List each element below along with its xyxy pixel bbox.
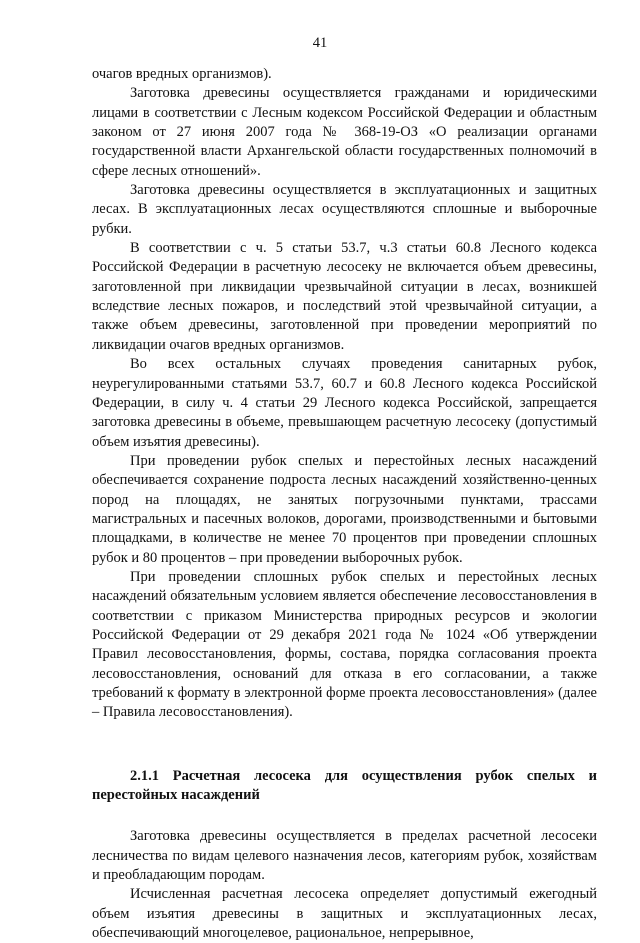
paragraph-reforestation: При проведении сплошных рубок спелых и перестойных лесных насаждений обязательным условием является обеспечение лесовосстановления в соответствии с приказом Министерства природных ресурсов и экологии Российской Федерации от 29 декабря 2021 года № 1024 «Об утверждении Правил лесовосстановления, формы, состава, порядка согласования проекта лесовосстановления, оснований для отказа в его согласовании, а также требований к формату в электронной форме проекта лесовосстановления» (далее – Правила лесовосстановления).	[92, 568, 597, 721]
paragraph-forest-types: Заготовка древесины осуществляется в эксплуатационных и защитных лесах. В эксплуатационных лесах осуществляются сплошные и выборочные рубки.	[92, 182, 597, 237]
continued-text-line: очагов вредных организмов).	[92, 66, 272, 82]
section-heading: 2.1.1 Расчетная лесосека для осуществления рубок спелых и перестойных насаждений	[92, 767, 597, 804]
paragraph-sanitary-cuttings: Во всех остальных случаях проведения санитарных рубок, неурегулированными статьями 53.7, 60.7 и 60.8 Лесного кодекса Российской Федерации, в силу ч. 4 статьи 29 Лесного кодекса Российской, запрещается заготовка древесины в объеме, превышающем расчетную лесосеку (допустимый объем изъятия древесины).	[92, 356, 597, 450]
page-number: 41	[312, 35, 328, 51]
paragraph-allowable-cut-limits: Заготовка древесины осуществляется в пределах расчетной лесосеки лесничества по видам целевого назначения лесов, категориям рубок, хозяйствам и преобладающим породам.	[92, 828, 597, 884]
paragraph-harvesting-legal-basis: Заготовка древесины осуществляется гражданами и юридическими лицами в соответствии с Лесным кодексом Российской Федерации и областным законом от 27 июня 2007 года № 368-19-ОЗ «О реализации органами государственной власти Архангельской области государственных полномочий в сфере лесных отношений».	[92, 85, 597, 179]
paragraph-undergrowth-preservation: При проведении рубок спелых и перестойных лесных насаждений обеспечивается сохранение подроста лесных насаждений хозяйственно-ценных пород на площадях, не занятых погрузочными пунктами, трассами магистральных и пасечных волоков, дорогами, производственными и бытовыми площадками, в количестве не менее 70 процентов при проведении сплошных рубок и 80 процентов – при проведении выборочных рубок.	[92, 452, 597, 566]
paragraph-emergency-volume: В соответствии с ч. 5 статьи 53.7, ч.3 статьи 60.8 Лесного кодекса Российской Федерации в расчетную лесосеку не включается объем древесины, заготовленной при ликвидации чрезвычайной ситуации в лесах, возникшей вследствие лесных пожаров, и последствий этой чрезвычайной ситуации, а также объем древесины, заготовленной при проведении мероприятий по ликвидации очагов вредных организмов.	[92, 240, 597, 353]
paragraph-allowable-cut-definition: Исчисленная расчетная лесосека определяет допустимый ежегодный объем изъятия древесины в защитных и эксплуатационных лесах, обеспечивающий многоцелевое, рациональное, непрерывное,	[92, 886, 597, 942]
page-body	[92, 65, 597, 943]
